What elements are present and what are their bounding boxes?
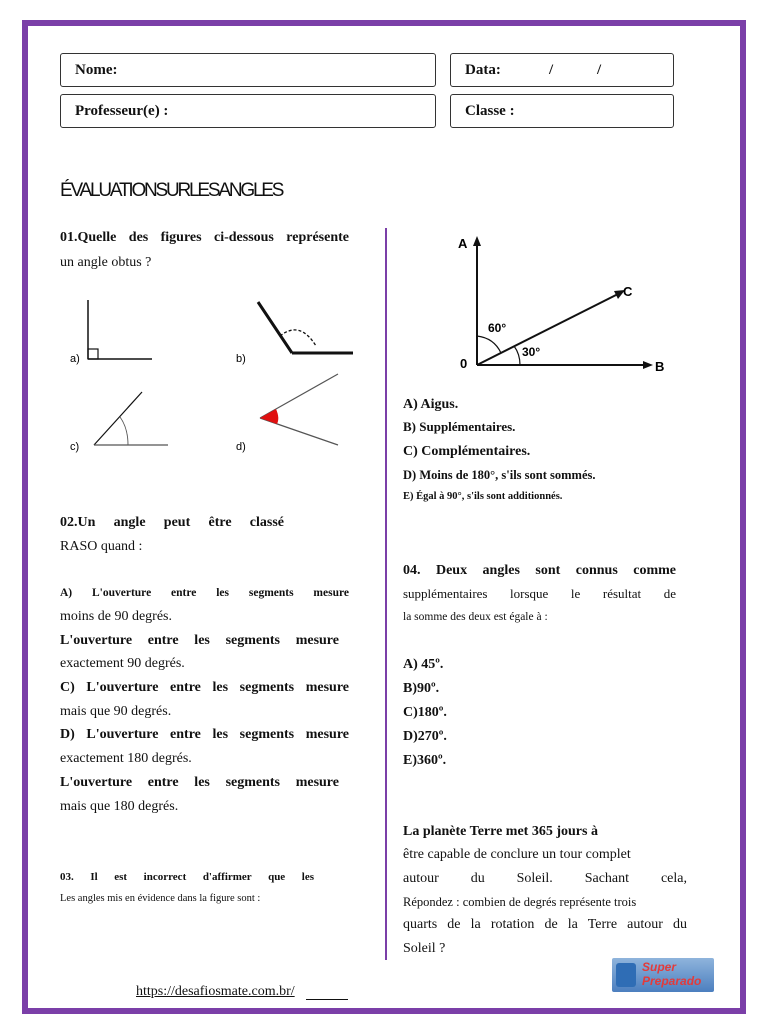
q1-figures	[60, 290, 360, 465]
fig-label: a)	[70, 353, 80, 365]
q3-text: 03. Il est incorrect d'affirmer que les	[60, 871, 314, 883]
fig-label: c)	[70, 441, 80, 453]
footer-link[interactable]: https://desafiosmate.com.br/	[136, 984, 295, 999]
q3-angle-diagram	[450, 228, 680, 378]
book-icon	[616, 963, 636, 987]
q4-option-c[interactable]: C)180º.	[403, 705, 447, 720]
q4-text: 04. Deux angles sont connus comme	[403, 563, 676, 578]
nome-label: Nome:	[75, 62, 118, 78]
q2-option-e[interactable]: L'ouverture entre les segments mesure	[60, 775, 339, 790]
label-o: 0	[460, 356, 468, 371]
q2-text: RASO quand :	[60, 539, 143, 554]
q4-option-b[interactable]: B)90º.	[403, 681, 440, 696]
q4-text: supplémentaires lorsque le résultat de	[403, 586, 676, 601]
data-label: Data:	[465, 62, 501, 78]
label-b: B	[655, 359, 665, 374]
q2-option-b[interactable]: L'ouverture entre les segments mesure	[60, 633, 339, 648]
q2-option-c-tail: mais que 90 degrés.	[60, 704, 172, 719]
q5-text: quarts de la rotation de la Terre autour du	[403, 917, 687, 932]
angle-60-label: 60°	[488, 321, 507, 335]
q2-option-b-tail: exactement 90 degrés.	[60, 656, 185, 671]
label-c: C	[623, 284, 633, 299]
q5-text: autour du Soleil. Sachant cela,	[403, 871, 687, 886]
q5-text: Soleil ?	[403, 941, 446, 956]
data-separator: /	[597, 62, 602, 78]
footer-underline	[306, 999, 348, 1000]
figure-a-right-angle	[88, 300, 152, 359]
q5-text: être capable de conclure un tour complet	[403, 847, 631, 862]
professeur-field[interactable]	[60, 94, 436, 128]
nome-field[interactable]	[60, 53, 436, 87]
figure-b-obtuse-angle	[258, 302, 353, 353]
data-field[interactable]	[450, 53, 674, 87]
q3-option-a[interactable]: A) Aigus.	[403, 397, 459, 412]
q4-option-a[interactable]: A) 45º.	[403, 657, 444, 672]
figure-d-highlighted-angle	[260, 374, 338, 445]
q3-option-b[interactable]: B) Supplémentaires.	[403, 419, 516, 434]
q3-option-e[interactable]: E) Égal à 90°, s'ils sont additionnés.	[403, 491, 563, 502]
q1-text: 01.Quelle des figures ci-dessous représente	[60, 230, 349, 245]
q2-option-a-tail: moins de 90 degrés.	[60, 609, 172, 624]
label-a: A	[458, 236, 468, 251]
figure-c-acute-angle	[94, 392, 168, 445]
q2-option-d-tail: exactement 180 degrés.	[60, 751, 192, 766]
q3-text: Les angles mis en évidence dans la figure sont :	[60, 893, 261, 904]
q2-text: 02.Un angle peut être classé	[60, 515, 284, 530]
q5-text: La planète Terre met 365 jours à	[403, 824, 598, 839]
q4-option-e[interactable]: E)360º.	[403, 753, 447, 768]
q1-text: un angle obtus ?	[60, 255, 152, 270]
classe-label: Classe :	[465, 103, 515, 119]
data-separator: /	[549, 62, 554, 78]
super-preparado-logo	[612, 958, 714, 992]
fig-label: d)	[236, 441, 246, 453]
classe-field[interactable]	[450, 94, 674, 128]
logo-text: Super	[642, 960, 677, 974]
q3-option-c[interactable]: C) Complémentaires.	[403, 444, 531, 459]
q5-text: Répondez : combien de degrés représente trois	[403, 895, 637, 909]
q2-option-a[interactable]: A) L'ouverture entre les segments mesure	[60, 587, 349, 599]
q2-option-c[interactable]: C) L'ouverture entre les segments mesure	[60, 680, 349, 695]
q2-option-d[interactable]: D) L'ouverture entre les segments mesure	[60, 727, 349, 742]
angle-30-label: 30°	[522, 345, 541, 359]
q4-text: la somme des deux est égale à :	[403, 611, 548, 623]
fig-label: b)	[236, 353, 246, 365]
q3-option-d[interactable]: D) Moins de 180°, s'ils sont sommés.	[403, 468, 596, 482]
q2-option-e-tail: mais que 180 degrés.	[60, 799, 179, 814]
logo-text: Preparado	[642, 974, 702, 988]
q4-option-d[interactable]: D)270º.	[403, 729, 447, 744]
professeur-label: Professeur(e) :	[75, 103, 169, 119]
page-title: ÉVALUATIONSURLESANGLES	[60, 180, 283, 201]
column-divider	[385, 228, 387, 960]
